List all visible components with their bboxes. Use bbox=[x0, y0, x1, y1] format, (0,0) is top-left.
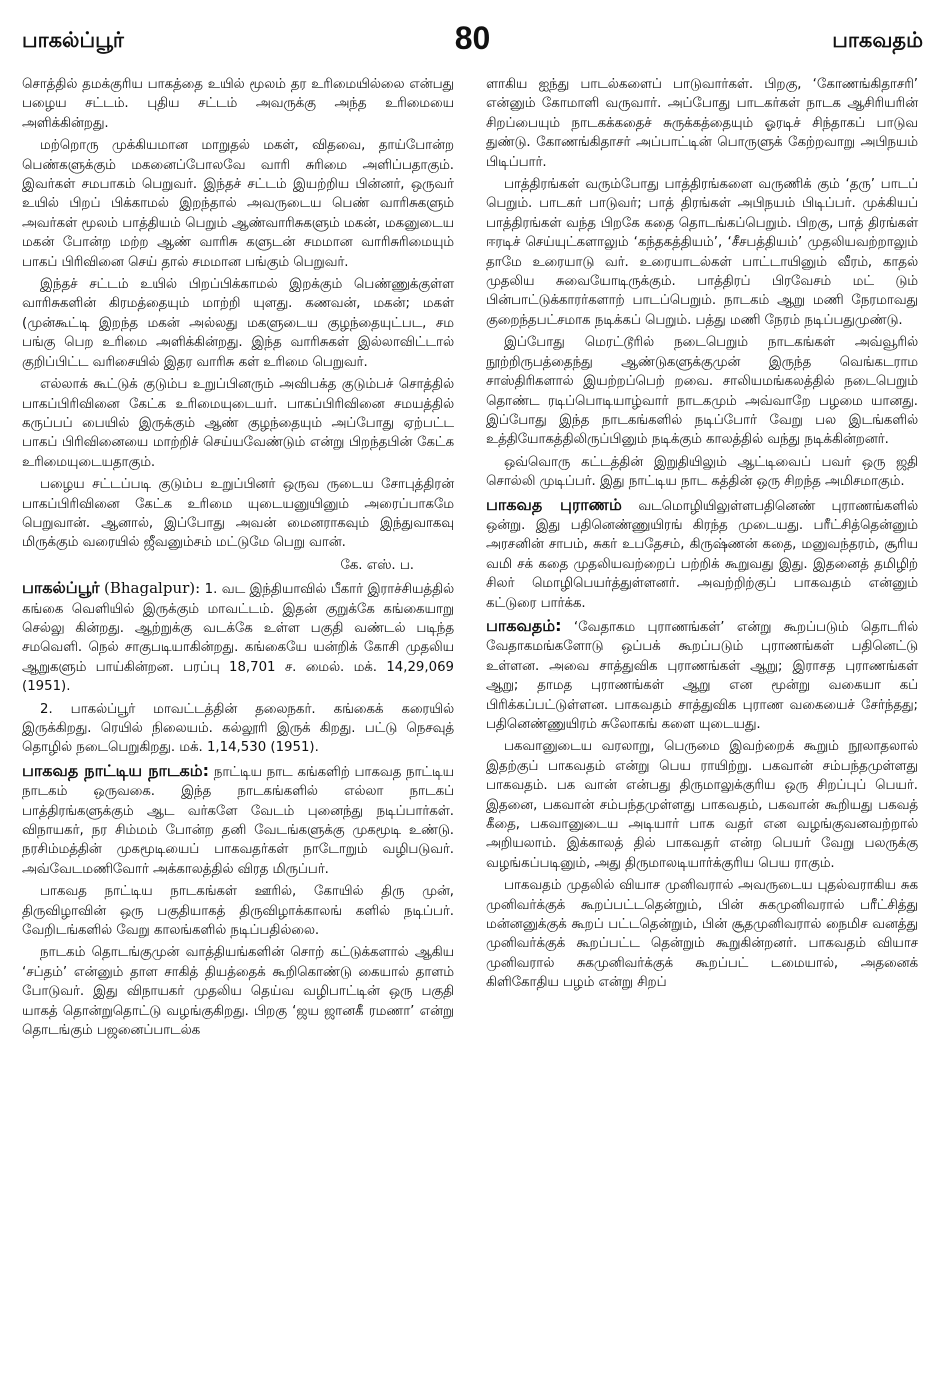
running-head-right: பாகவதம் bbox=[832, 28, 923, 52]
paragraph: பழைய சட்டப்படி குடும்ப உறுப்பினர் ஒருவ ருடைய சோபுத்திரன் பாகப்பிரிவினை கேட்க உரிமை யுடையனுயினும் அரைப்பாகமே பெறுவான். ஆனால், இப்போது அவன் மைனராகவும் இந்துவாகவு மிருக்கும் வரையில் ஜீவனும்சம் மட்டுமே பெறு வான். bbox=[22, 477, 454, 551]
page-header bbox=[22, 18, 923, 58]
entry-headword: பாகவத புராணம் bbox=[486, 494, 622, 514]
paragraph: பாகவத நாட்டிய நாடகங்கள் ஊரில், கோயில் திரு முன், திருவிழாவின் ஒரு பகுதியாகத் திருவிழாக்காலங் களில் நடிப்பர். வேறிடங்களில் வேறு காலங்களில் நடிப்பதில்லை. bbox=[22, 884, 454, 939]
running-head-left: பாகல்ப்பூர் bbox=[22, 28, 124, 52]
paragraph: பாகவதம் முதலில் வியாச முனிவரால் அவருடைய புதல்வராகிய சுக முனிவர்க்குக் கூறப்பட்டதென்றும், பின் சுகமுனிவரால் பரீட்சித்து மன்னனுக்குக் கூறப் பட்டதென்றும், பின் சூதமுனிவரால் நைமிச வனத்து முனிவர்க்குக் கூறப்பட்ட தென்றும் கூறுகின்றனர். பாகவதம் வியாச முனிவரால் சுகமுனிவர்க்குக் கூறப்பட் டமையால், அதனைக் கிளிகோதிய பழம் என்று சிறப் bbox=[486, 878, 918, 991]
entry-headword: பாகல்ப்பூர் bbox=[22, 578, 100, 598]
entry-bhagavatam bbox=[486, 616, 918, 734]
author-signature-line bbox=[22, 556, 454, 575]
entry-text: வடமொழியிலுள்ளபதினெண் புராணங்களில் ஒன்று. இது பதினெண்ணுயிரங் கிரந்த முடையது. பரீட்சித்தென்னும் அரசனின் சாபம், சுகர் உபதேசம், கிருஷ்ணன் கதை, மனுவந்தரம், சூரிய வமி சக் கதை முதலியவற்றைப் பற்றிக் கூறுவது இது. இதனைத் தமிழிற் சிலர் மொழிபெயர்த்துள்ளனர். அவற்றிற்குப் பாகவதம் என்னும் கட்டுரை பார்க்க. bbox=[486, 498, 918, 611]
left-column bbox=[22, 75, 454, 1044]
author-initials: கே. எஸ். ப. bbox=[340, 557, 414, 573]
entry-bhagalpur bbox=[22, 578, 454, 696]
paragraph: எல்லாக் கூட்டுக் குடும்ப உறுப்பினரும் அவிபக்த குடும்பச் சொத்தில் பாகப்பிரிவினை கேட்க உரிமையுடையர். பாகப்பிரிவினை சமயத்தில் கருப்பப் பையில் இருக்கும் ஆண் குழந்தையும் அப்போது ஏற்பட்ட பாகப் பிரிவினையை மாற்றிச் செய்யவேண்டும் என்று பிறந்தபின் கேட்க உரிமையுடையதாகும். bbox=[22, 377, 454, 470]
right-column bbox=[486, 75, 918, 996]
entry-text: ‘வேதாகம புராணங்கள்’ என்று கூறப்படும் தொடரில் வேதாகமங்களோடு ஒப்பக் கூறப்படும் புராணங்கள் பதினெட்டு உள்ளன. அவை சாத்துவிக புராணங்கள் ஆறு; இராசத புராணங்கள் ஆறு; தாமத புராணங்கள் ஆறு என மூன்று வகையா கப் பிரிக்கப்பட்டுள்ளன. பாகவதம் சாத்துவிக புராண வகையைச் சேர்ந்தது; பதினெண்ணுயிரம் சுலோகங் களை யுடையது. bbox=[486, 619, 918, 732]
paragraph: பாத்திரங்கள் வரும்போது பாத்திரங்களை வருணிக் கும் ‘தரு’ பாடப் பெறும். பாடகர் பாடுவர்; பாத் திரங்கள் அபிநயம் பிடிப்பர். முக்கியப் பாத்திரங்கள் வந்த பிறகே கதை தொடங்கப்பெறும். பிறகு, பாத் திரங்கள் ஈரடிச் செய்யுட்களாலும் ‘கந்தகத்தியம்’, ‘சீசபத்தியம்’ முதலியவற்றாலும் தாமே உரையாடு வர். உரையாடல்கள் பாட்டாயினும் வீரம், காதல் முதலிய சுவையோடிருக்கும். பாத்திரப் பிரவேசம் மட் டும் பின்பாட்டுக்காரர்களாற் பாடப்பெறும். நாடகம் ஆறு மணி நேரமாவது குறைந்தபட்சமாக நடிக்கப் பெறும். பத்து மணி நேரம் நடிப்பதுமுண்டு. bbox=[486, 177, 918, 328]
paragraph: இப்போது மெரட்டூரில் நடைபெறும் நாடகங்கள் அவ்வூரில் நூற்றிருபத்தைந்து ஆண்டுகளுக்குமுன் இருந்த வெங்கடராம சாஸ்திரிகளால் இயற்றப்பெற் றவை. சாலியமங்கலத்தில் நடைபெறும் தொண்ட ரடிப்பொடியாழ்வார் நாடகமும் அவ்வாறே பழமை யானது. இப்போது இந்த நாடகங்களில் நடிப்போர் வேறு பல இடங்களில் உத்தியோகத்திலிருப்பினும் நடிக்கும் காலத்தில் வந்து நடிக்கின்றனர். bbox=[486, 335, 918, 448]
entry-headword-english: (Bhagalpur): bbox=[104, 579, 201, 598]
paragraph: மற்றொரு முக்கியமான மாறுதல் மகள், விதவை, தாய்போன்ற பெண்களுக்கும் மகனைப்போலவே வாரி சுரிமை அளிப்பதாகும். இவர்கள் சமபாகம் பெறுவர். இந்தச் சட்டம் இயற்றிய பின்னர், ஒருவர் உயில் பிறப் பிக்காமல் இறந்தால் அவருடைய பெண் வாரிசுகளும் அவர்கள் மூலம் பாத்தியம் பெறும் ஆண்வாரிசுகளும் மகன், மகனுடைய மகன் போன்ற மற்ற ஆண் வாரிசு களுடன் சமமான வாரிசுரிமையும் பாகப் பிரிவினை செய் தால் சமமான பங்கும் பெறுவர். bbox=[22, 138, 454, 270]
paragraph: நாடகம் தொடங்குமுன் வாத்தியங்களின் சொற் கட்டுக்களால் ஆகிய ‘சப்தம்’ என்னும் தாள சாகித் தியத்தைக் கூறிகொண்டு கையால் தாளம் போடுவர். இது விநாயகர் முதலிய தெய்வ வழிபாட்டின் ஒரு பகுதி யாகத் தொன்றுதொட்டு வழங்குகிறது. பிறகு ‘ஜய ஜானகீ ரமணா’ என்று தொடங்கும் பஜனைப்பாடல்க bbox=[22, 945, 454, 1039]
paragraph: ஒவ்வொரு கட்டத்தின் இறுதியிலும் ஆட்டிவைப் பவர் ஒரு ஜதி சொல்லி முடிப்பர். இது நாட்டிய நாட கத்தின் ஒரு சிறந்த அமிசமாகும். bbox=[486, 454, 918, 490]
entry-headword: பாகவத நாட்டிய நாடகம்: bbox=[22, 760, 210, 780]
paragraph: ளாகிய ஐந்து பாடல்களைப் பாடுவார்கள். பிறகு, ‘கோணங்கிதாசரி’ என்னும் கோமாளி வருவார். அப்போது பாடகர்கள் நாடக ஆசிரியரின் சிறப்பையும் நாடகக்கதைச் சுருக்கத்தையும் ஓரடிச் சிந்தாகப் பாடுவ துண்டு. கோணங்கிதாசர் அப்பாட்டின் பொருளுக் கேற்றவாறு அபிநயம் பிடிப்பார். bbox=[486, 77, 918, 170]
entry-headword: பாகவதம்: bbox=[486, 615, 562, 635]
paragraph: பகவானுடைய வரலாறு, பெருமை இவற்றைக் கூறும் நூலாதலால் இதற்குப் பாகவதம் என்று பெய ராயிற்று. பகவான் சம்பந்தமுள்ளது பாகவதம். பக வான் என்பது திருமாலுக்குரிய ஒரு சிறப்புப் பெயர். இதனை, பகவான் சம்பந்தமுள்ளது பாகவதம், பகவான் கூறியது பகவத் கீதை, பகவானுடைய அடியார் பாக வதர் என வழங்குவனவற்றால் அறியலாம். இக்காலத் தில் பாகவதர் என்ற பெயர் வேறு பலருக்கு வழங்கப்படினும், அது திருமாலடியார்க்குரிய பெய ராகும். bbox=[486, 739, 918, 871]
entry-bhagavata-natya-natakam bbox=[22, 761, 454, 879]
paragraph: இந்தச் சட்டம் உயில் பிறப்பிக்காமல் இறக்கும் பெண்ணுக்குள்ள வாரிசுகளின் கிரமத்தையும் மாற்றி யுளது. கணவன், மகன்; மகள் (முன்கூட்டி இறந்த மகன் அல்லது மகளுடைய குழந்தையுட்பட, சம பங்கு பெற உரிமை அளிக்கின்றது. இந்த வாரிசுகள் இல்லாவிட்டால் குறிப்பிட்ட வரிசையில் இதர வாரிசு கள் உரிமை பெறுவர். bbox=[22, 277, 454, 370]
paragraph: 2. பாகல்ப்பூர் மாவட்டத்தின் தலைநகர். கங்கைக் கரையில் இருக்கிறது. ரெயில் நிலையம். கல்லூரி இருக் கிறது. பட்டு நெசவுத் தொழில் நடைபெறுகிறது. மக். 1,14,530 (1951). bbox=[22, 701, 454, 756]
page-number: 80 bbox=[454, 20, 491, 56]
entry-bhagavata-puranam bbox=[486, 495, 918, 613]
entry-text: நாட்டிய நாட கங்களிற் பாகவத நாட்டிய நாடகம் ஒருவகை. இந்த நாடகங்களில் எல்லா நாடகப் பாத்திரங்களுக்கும் ஆட வர்களே வேடம் புனைந்து நடிப்பார்கள். விநாயகர், நர சிம்மம் போன்ற தனி வேடங்களுக்கு முகமூடி உண்டு. நரசிம்மத்தின் முகமூடியைப் பாகவதர்கள் நாடோறும் வழிபடுவர். அவ்வேடமணிவோர் அக்காலத்தில் விரத மிருப்பர். bbox=[22, 764, 454, 877]
entry-text: 1. வட இந்தியாவில் பீகார் இராச்சியத்தில் கங்கை வெளியில் இருக்கும் மாவட்டம். இதன் குறுக்கே கங்கையாறு செல்லு கின்றது. ஆற்றுக்கு வடக்கே உள்ள பகுதி வண்டல் படிந்த சமவெளி. நெல் சாகுபடியாகின்றது. கங்கையே யன்றிக் கோசி முதலிய ஆறுகளும் பாய்கின்றன. பரப்பு 18,701 ச. மைல். மக். 14,29,069 (1951). bbox=[22, 582, 455, 695]
paragraph: சொத்தில் தமக்குரிய பாகத்தை உயில் மூலம் தர உரிமையில்லை என்பது பழைய சட்டம். புதிய சட்டம் அவருக்கு அந்த உரிமையை அளிக்கின்றது. bbox=[22, 77, 454, 131]
